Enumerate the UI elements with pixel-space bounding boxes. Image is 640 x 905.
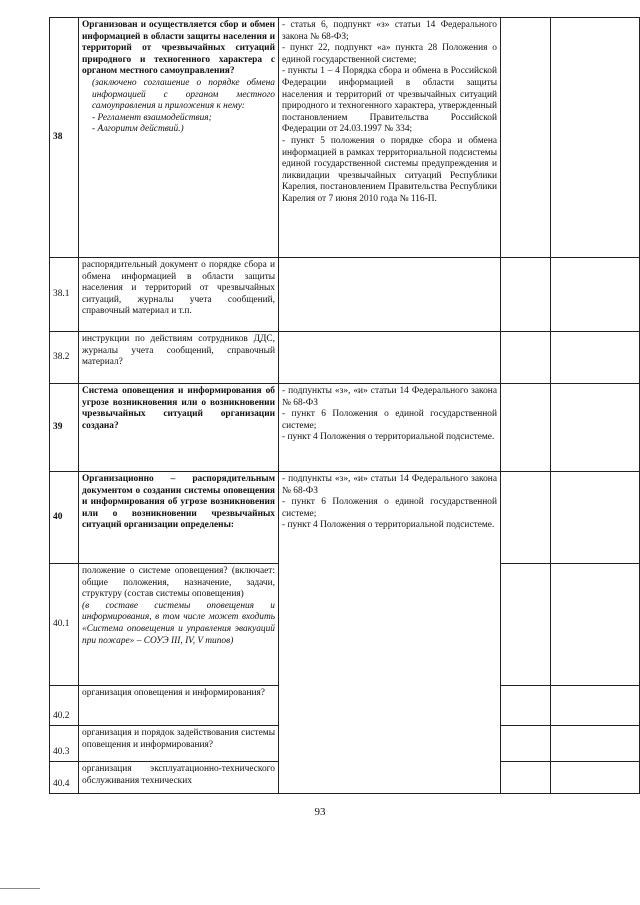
row-number: 38.2	[50, 332, 79, 384]
answer-cell	[501, 564, 551, 686]
row-number: 40.1	[50, 564, 79, 686]
table-row	[50, 472, 640, 564]
note-text: (в составе системы оповещения и информирования, в том числе может входить «Система оповещения и управления эвакуаций при пожаре» – СОУЭ III, IV, V типов)	[82, 600, 275, 646]
answer-cell	[501, 384, 551, 472]
question-cell: инструкции по действиям сотрудников ДДС, журналы учета сообщений, справочный материал?	[79, 332, 279, 384]
table-row	[50, 18, 640, 258]
question-cell: распорядительный документ о порядке сбора и обмена информацией в области защиты населения и территорий от чрезвычайных ситуаций, журналы учета сообщений, справочный материал и т.п.	[79, 258, 279, 332]
reference-item: - пункт 6 Положения о единой государственной системе;	[282, 409, 497, 431]
question-cell: организация эксплуатационно-технического обслуживания технических	[79, 762, 279, 794]
legal-reference-cell	[279, 472, 501, 794]
answer-cell	[501, 686, 551, 726]
remarks-cell	[551, 762, 640, 794]
remarks-cell	[551, 18, 640, 258]
answer-cell	[501, 332, 551, 384]
reference-item: - статья 6, подпункт «з» статьи 14 Федерального закона № 68-ФЗ;	[282, 20, 497, 42]
scan-edge-line	[0, 888, 40, 889]
answer-cell	[501, 472, 551, 564]
legal-reference-cell	[279, 18, 501, 258]
answer-cell	[501, 726, 551, 762]
row-number: 39	[50, 384, 79, 472]
row-number: 38	[50, 18, 79, 258]
legal-reference-cell	[279, 384, 501, 472]
reference-item: - пункт 22, подпункт «а» пункта 28 Положения о единой государственной системе;	[282, 43, 497, 65]
reference-item: - пункт 4 Положения о территориальной подсистеме.	[282, 432, 495, 443]
note-line: - Регламент взаимодействия;	[92, 112, 212, 123]
reference-item: - подпункты «з», «и» статьи 14 Федерального закона № 68-ФЗ	[282, 386, 497, 408]
question-cell	[79, 564, 279, 686]
page-number: 93	[314, 806, 326, 818]
reference-item: - подпункты «з», «и» статьи 14 Федерального закона № 68-ФЗ	[282, 474, 497, 496]
remarks-cell	[551, 686, 640, 726]
answer-cell	[501, 258, 551, 332]
remarks-cell	[551, 384, 640, 472]
inspection-checklist-table	[49, 17, 640, 794]
remarks-cell	[551, 726, 640, 762]
question-cell: Система оповещения и информирования об угрозе возникновения или о возникновении чрезвычайных ситуаций организации создана?	[79, 384, 279, 472]
question-cell	[79, 18, 279, 258]
reference-item: - пункты 1 – 4 Порядка сбора и обмена в Российской Федерации информацией в области защиты населения и территорий от чрезвычайных ситуаций природного и техногенного характера, утвержденный постановлением Правительства Российской Федерации от 24.03.1997 № 334;	[282, 66, 497, 135]
answer-cell	[501, 18, 551, 258]
reference-item: - пункт 5 положения о порядке сбора и обмена информацией в рамках территориальной подсистемы единой государственной системы предупреждения и ликвидации чрезвычайных ситуаций Республики Карелия, постановлением Правительства Республики Карелия от 7 июня 2010 года № 116-П.	[282, 135, 497, 204]
table-row	[50, 332, 640, 384]
row-number: 40	[50, 472, 79, 564]
remarks-cell	[551, 258, 640, 332]
row-number: 40.2	[50, 686, 79, 726]
question-cell: Организационно – распорядительным документом о создании системы оповещения и информирования об угрозе возникновения или о возникновении чрезвычайных ситуаций организации определены:	[79, 472, 279, 564]
reference-item: - пункт 6 Положения о единой государственной системе;	[282, 497, 497, 519]
question-cell: организация оповещения и информирования?	[79, 686, 279, 726]
table-row	[50, 384, 640, 472]
legal-reference-cell	[279, 332, 501, 384]
answer-cell	[501, 762, 551, 794]
legal-reference-cell	[279, 258, 501, 332]
table-row	[50, 258, 640, 332]
remarks-cell	[551, 472, 640, 564]
row-number: 40.3	[50, 726, 79, 762]
note-line: (заключено соглашение о порядке обмена информацией с органом местного самоуправления и приложения к нему:	[92, 77, 275, 112]
question-text: Организован и осуществляется сбор и обмен информацией в области защиты населения и территорий от чрезвычайных ситуаций природного и техногенного характера с органом местного самоуправления?	[82, 20, 275, 77]
question-text: положение о системе оповещения? (включает: общие положения, назначение, задачи, структуру (состав системы оповещения)	[82, 566, 275, 600]
remarks-cell	[551, 564, 640, 686]
row-number: 40.4	[50, 762, 79, 794]
remarks-cell	[551, 332, 640, 384]
reference-item: - пункт 4 Положения о территориальной подсистеме.	[282, 520, 495, 531]
question-cell: организация и порядок задействования системы оповещения и информирования?	[79, 726, 279, 762]
row-number: 38.1	[50, 258, 79, 332]
note-line: - Алгоритм действий.)	[92, 124, 184, 135]
